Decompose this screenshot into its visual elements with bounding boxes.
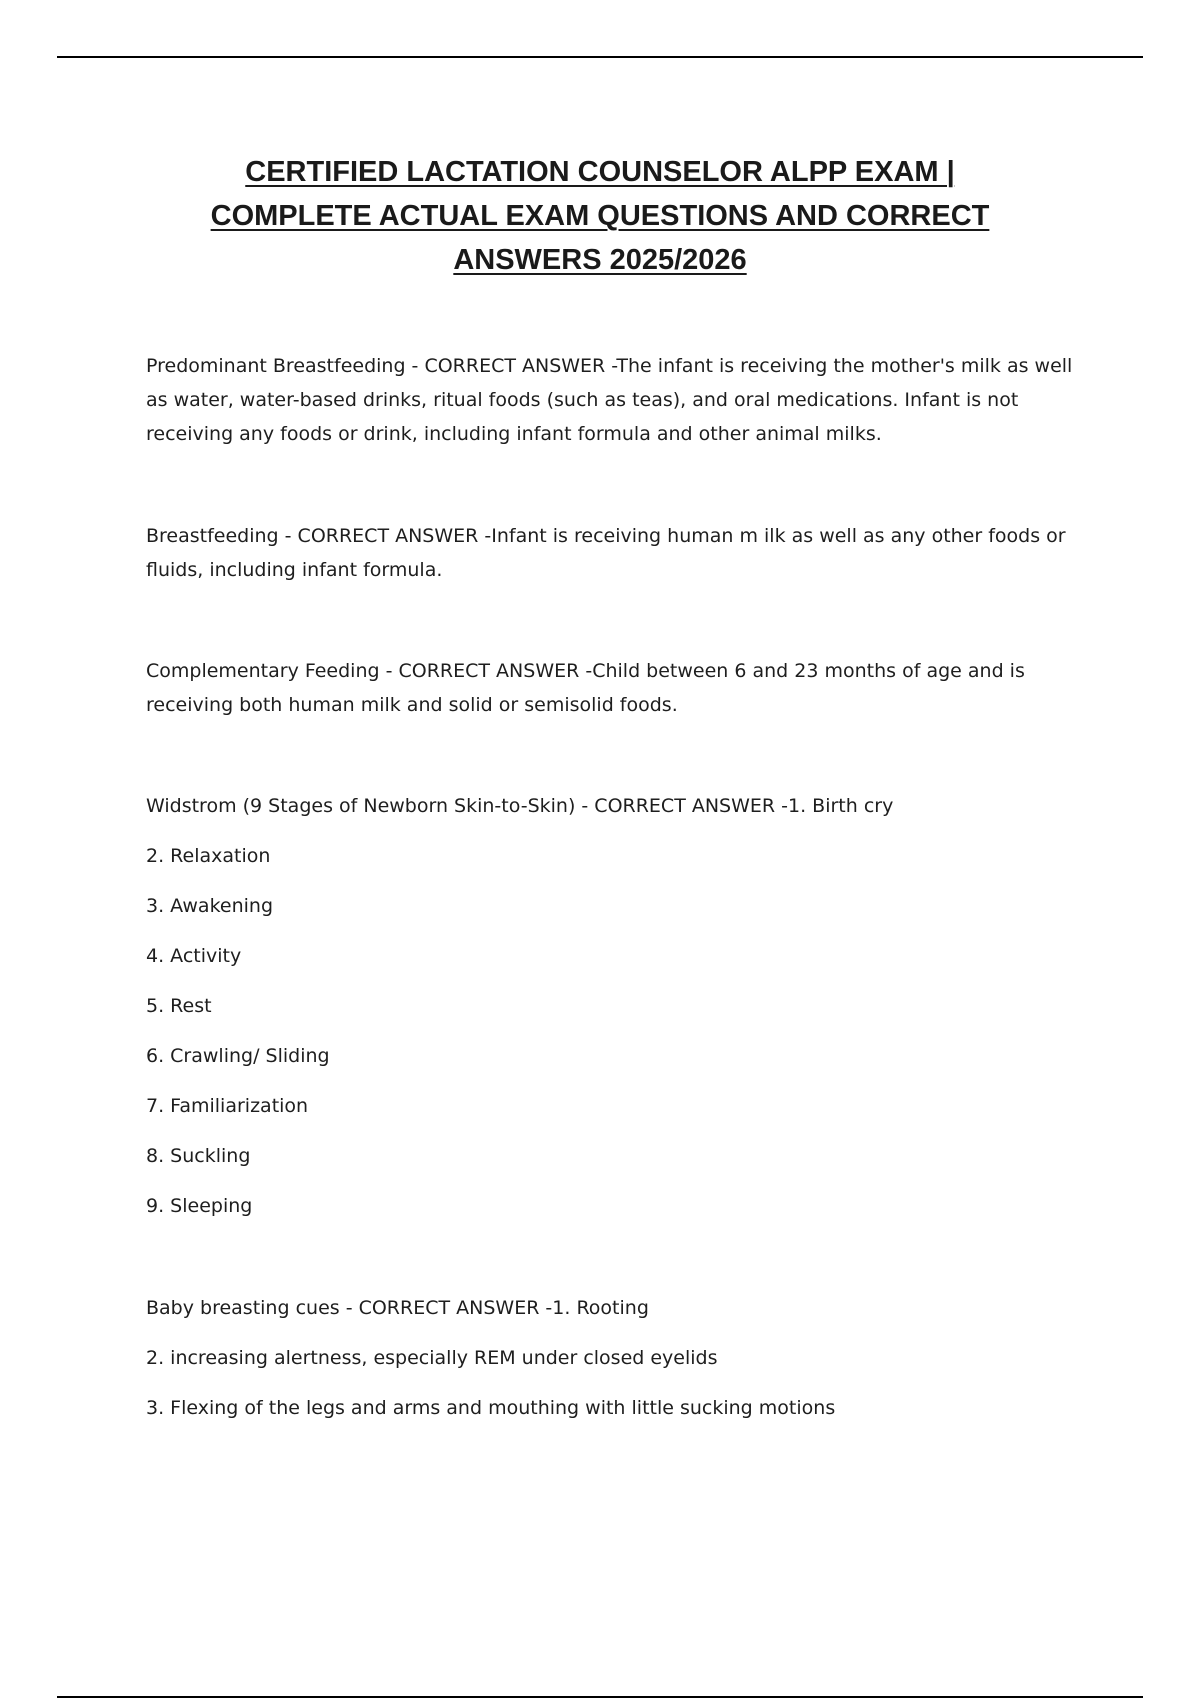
top-rule — [57, 56, 1143, 58]
list-item: 5. Rest — [146, 995, 212, 1017]
entry-breastfeeding: Breastfeeding - CORRECT ANSWER -Infant is receiving human m ilk as well as any other foods or fluids, including infant formula. — [146, 525, 1066, 581]
list-item: 8. Suckling — [146, 1145, 251, 1167]
list-item: 7. Familiarization — [146, 1095, 309, 1117]
document-title — [0, 150, 1200, 282]
title-line-1: CERTIFIED LACTATION COUNSELOR ALPP EXAM | — [245, 156, 955, 188]
list-item: 9. Sleeping — [146, 1195, 253, 1217]
list-item: 3. Awakening — [146, 895, 274, 917]
list-item: 2. increasing alertness, especially REM under closed eyelids — [146, 1347, 718, 1369]
entry-complementary-feeding: Complementary Feeding - CORRECT ANSWER -Child between 6 and 23 months of age and is receiving both human milk and solid or semisolid foods. — [146, 660, 1025, 716]
entry-cues-heading: Baby breasting cues - CORRECT ANSWER -1. Rooting — [146, 1297, 649, 1319]
entry-predominant-breastfeeding: Predominant Breastfeeding - CORRECT ANSWER -The infant is receiving the mother's milk as well as water, water-based drinks, ritual foods (such as teas), and oral medications. Infant is not receiving any foods or drink, including infant formula and other animal milks. — [146, 355, 1073, 445]
bottom-rule — [57, 1696, 1143, 1698]
entry-baby-breasting-cues — [146, 1291, 1086, 1425]
title-line-2: COMPLETE ACTUAL EXAM QUESTIONS AND CORRECT — [210, 200, 990, 232]
entry-widstrom-stages — [146, 789, 1086, 1223]
entry-widstrom-heading: Widstrom (9 Stages of Newborn Skin-to-Skin) - CORRECT ANSWER -1. Birth cry — [146, 795, 894, 817]
list-item: 6. Crawling/ Sliding — [146, 1045, 330, 1067]
list-item: 3. Flexing of the legs and arms and mouthing with little sucking motions — [146, 1397, 836, 1419]
list-item: 4. Activity — [146, 945, 242, 967]
list-item: 2. Relaxation — [146, 845, 271, 867]
title-line-3: ANSWERS 2025/2026 — [453, 244, 747, 276]
